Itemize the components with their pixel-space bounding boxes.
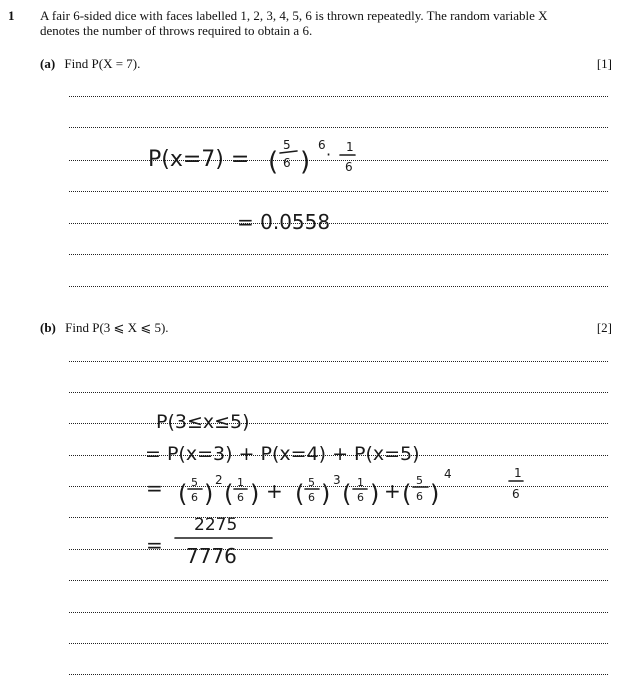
fraction-denominator-glyph: 6 [357, 491, 364, 504]
question-stem-line-1: A fair 6-sided dice with faces labelled 1, 2, 3, 4, 5, 6 is thrown repeatedly. The random variable X [40, 8, 548, 23]
exponent-glyph: 2 [215, 473, 223, 487]
result-numerator: 2275 [194, 515, 238, 535]
fraction-numerator-glyph: 5 [308, 476, 315, 489]
fraction-denominator-glyph: 6 [416, 490, 423, 503]
exponent-glyph: 4 [444, 467, 452, 481]
close-paren-glyph: ) [204, 480, 214, 508]
open-paren-glyph: ( [402, 480, 412, 508]
part-b-working-line-1: P(3≤x≤5) [156, 411, 250, 433]
part-a-working-result: = 0.0558 [237, 210, 331, 234]
fraction-denominator-glyph: 6 [191, 491, 198, 504]
fraction-denominator-glyph: 6 [283, 156, 291, 170]
fraction-numerator-glyph: 1 [357, 476, 364, 489]
part-b-label: (b) [40, 320, 56, 335]
question-number: 1 [8, 8, 15, 23]
close-paren-glyph: ) [430, 480, 440, 508]
fraction-numerator-glyph: 1 [346, 140, 354, 154]
close-paren-glyph: ) [300, 147, 311, 177]
close-paren-glyph: ) [250, 480, 260, 508]
plus-glyph: + [266, 479, 283, 503]
result-denominator: 7776 [186, 544, 237, 568]
part-b-working-result [146, 515, 272, 568]
part-b-result-equals: = [146, 533, 163, 557]
open-paren-glyph: ( [224, 480, 234, 508]
open-paren-glyph: ( [342, 480, 352, 508]
open-paren-glyph: ( [268, 147, 279, 177]
close-paren-glyph: ) [370, 480, 380, 508]
exponent-glyph: 6 [318, 138, 326, 152]
fraction-numerator-glyph: 1 [514, 466, 522, 480]
part-b-working-line-2: = P(x=3) + P(x=4) + P(x=5) [145, 443, 420, 465]
fraction-denominator-glyph: 6 [308, 491, 315, 504]
part-a-working-lhs: P(x=7) = [148, 147, 250, 172]
plus-glyph: + [384, 479, 401, 503]
part-a-working-line-1 [148, 138, 355, 177]
part-b-line-3-equals: = [146, 476, 163, 500]
part-b-marks: [2] [596, 320, 612, 335]
fraction-denominator-glyph: 6 [512, 487, 520, 501]
part-b-working-line-3 [146, 466, 523, 508]
fraction-numerator-glyph: 5 [283, 138, 291, 152]
question-stem-line-2: denotes the number of throws required to obtain a 6. [40, 23, 313, 38]
part-a-marks: [1] [596, 56, 612, 71]
fraction-numerator-glyph: 5 [191, 476, 198, 489]
fraction-numerator-glyph: 5 [416, 474, 423, 487]
part-b-text: Find P(3 ⩽ X ⩽ 5). [65, 320, 169, 335]
close-paren-glyph: ) [321, 480, 331, 508]
fraction-numerator-glyph: 1 [237, 476, 244, 489]
dot-glyph: · [326, 145, 332, 164]
fraction-denominator-glyph: 6 [345, 160, 353, 174]
open-paren-glyph: ( [295, 480, 305, 508]
part-a-text: Find P(X = 7). [64, 56, 141, 71]
part-a-label: (a) [40, 56, 56, 71]
fraction-denominator-glyph: 6 [237, 491, 244, 504]
open-paren-glyph: ( [178, 480, 188, 508]
exponent-glyph: 3 [333, 473, 341, 487]
